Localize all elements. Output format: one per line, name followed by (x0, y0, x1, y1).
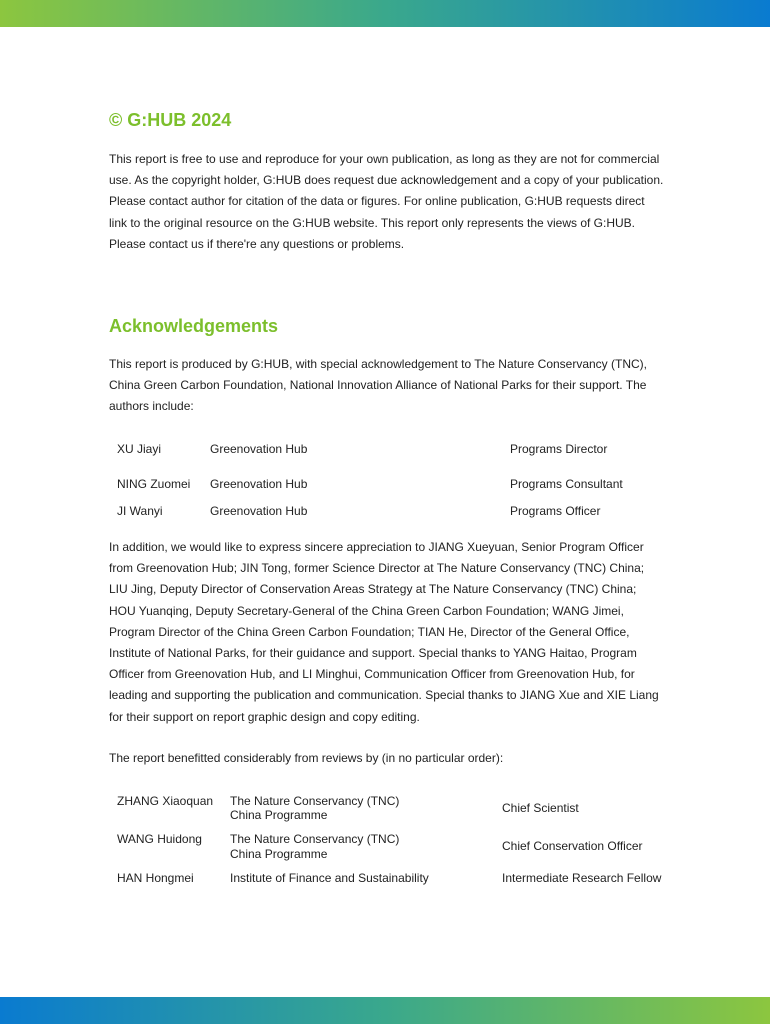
reviewer-role: Chief Conservation Officer (502, 839, 643, 853)
reviewer-org-line2: China Programme (230, 808, 328, 822)
bottom-color-band (0, 997, 770, 1024)
reviewer-role: Chief Scientist (502, 801, 579, 815)
reviewer-org-line2: China Programme (230, 847, 328, 861)
copyright-heading: © G:HUB 2024 (109, 110, 232, 130)
acknowledgements-intro: This report is produced by G:HUB, with special acknowledgement to The Nature Conservancy (TNC), China Green Carbon Foundation, National Innovation Alliance of National Parks for their support. The authors include: (109, 357, 648, 414)
reviewer-name: HAN Hongmei (117, 871, 194, 885)
appreciation-text: In addition, we would like to express sincere appreciation to JIANG Xueyuan, Senior Program Officer from Greenovation Hub; JIN Tong, former Science Director at The Nature Conservancy (TNC) China; LIU Jing, Deputy Director of Conservation Areas Strategy at The Nature Conservancy (TNC) China; HOU Yuanqing, Deputy Secretary-General of the China Green Carbon Foundation; WANG Jimei, Program Director of the China Green Carbon Foundation; TIAN He, Director of the General Office, Institute of National Parks, for their guidance and support. Special thanks to YANG Haitao, Program Officer from Greenovation Hub, and LI Minghui, Communication Officer from Greenovation Hub, for leading and supporting the publication and communication. Special thanks to JIANG Xue and XIE Liang for their support on report graphic design and copy editing. (109, 540, 659, 724)
author-name: XU Jiayi (117, 442, 162, 456)
author-org: Greenovation Hub (210, 504, 308, 518)
reviewers-intro: The report benefitted considerably from reviews by (in no particular order): (109, 751, 504, 765)
reviewer-name: WANG Huidong (117, 832, 202, 846)
acknowledgements-heading: Acknowledgements (109, 316, 279, 336)
author-role: Programs Director (510, 442, 608, 456)
top-color-band (0, 0, 770, 27)
author-role: Programs Consultant (510, 477, 623, 491)
reviewer-org: Institute of Finance and Sustainability (230, 871, 429, 885)
copyright-text: This report is free to use and reproduce for your own publication, as long as they are not for commercial use. As the copyright holder, G:HUB does request due acknowledgement and a copy of your publication. Please contact author for citation of the data or figures. For online publication, G:HUB requests direct link to the original resource on the G:HUB website. This report only represents the views of G:HUB. Please contact us if there're any questions or problems. (109, 152, 664, 251)
reviewer-role: Intermediate Research Fellow (502, 871, 662, 885)
reviewer-org: The Nature Conservancy (TNC) (230, 794, 400, 808)
reviewer-name: ZHANG Xiaoquan (117, 794, 214, 808)
author-org: Greenovation Hub (210, 442, 308, 456)
author-name: JI Wanyi (117, 504, 163, 518)
author-role: Programs Officer (510, 504, 601, 518)
author-name: NING Zuomei (117, 477, 191, 491)
reviewer-org: The Nature Conservancy (TNC) (230, 832, 400, 846)
author-org: Greenovation Hub (210, 477, 308, 491)
